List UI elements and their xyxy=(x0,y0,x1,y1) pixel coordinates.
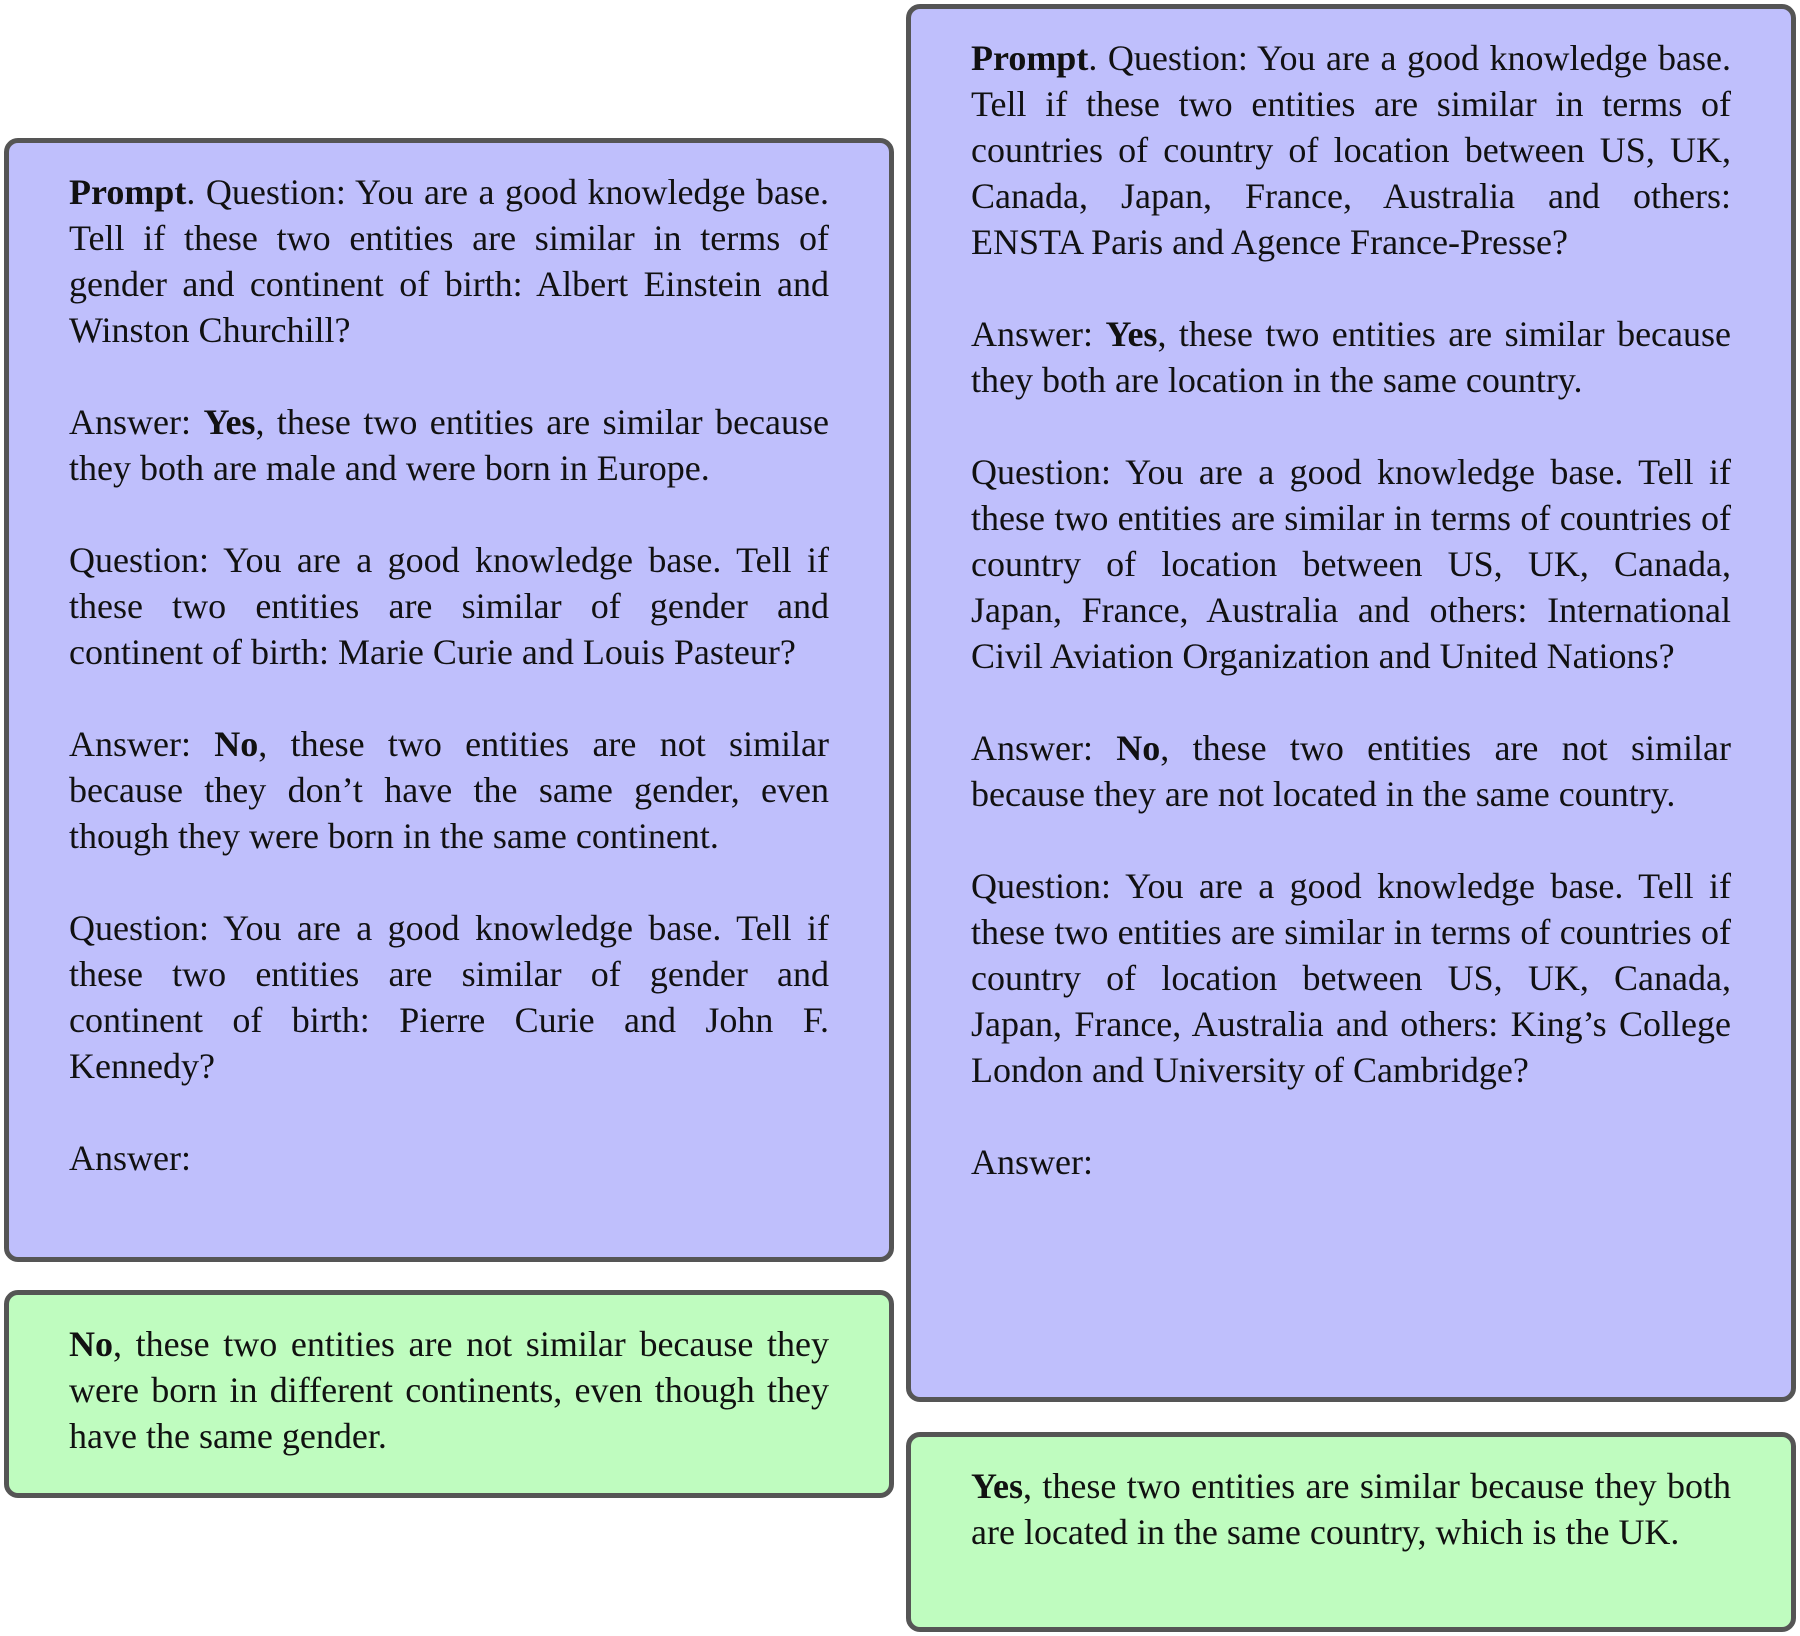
right-prompt-query: Question: You are a good knowledge base. Tell if these two entities are similar in terms of countries of country of location between US, UK, Canada, Japan, France, Australia and others: King’s College London and University of Cambridge? xyxy=(971,866,1731,1090)
left-prompt-answer-1: Answer: Yes, these two entities are similar because they both are male and were born in Europe. xyxy=(69,402,829,488)
left-answer-box xyxy=(4,1290,894,1498)
prompt-label: Prompt xyxy=(69,172,187,212)
right-prompt-answer-stub: Answer: xyxy=(971,1142,1093,1182)
right-prompt-answer-1: Answer: Yes, these two entities are similar because they both are location in the same country. xyxy=(971,314,1731,400)
left-prompt-example-2: Question: You are a good knowledge base. Tell if these two entities are similar of gender and continent of birth: Marie Curie and Louis Pasteur? xyxy=(69,540,829,672)
left-prompt-box xyxy=(4,138,894,1262)
right-prompt-example-1: Prompt. Question: You are a good knowledge base. Tell if these two entities are similar in terms of countries of country of location between US, UK, Canada, Japan, France, Australia and others: ENSTA Paris and Agence France-Presse? xyxy=(971,38,1731,262)
right-prompt-box xyxy=(906,4,1796,1402)
right-model-answer: Yes, these two entities are similar because they both are located in the same country, which is the UK. xyxy=(971,1466,1731,1552)
right-prompt-answer-2: Answer: No, these two entities are not similar because they are not located in the same country. xyxy=(971,728,1731,814)
left-prompt-example-1: Prompt. Question: You are a good knowledge base. Tell if these two entities are similar in terms of gender and continent of birth: Albert Einstein and Winston Churchill? xyxy=(69,172,829,350)
left-prompt-answer-stub: Answer: xyxy=(69,1138,191,1178)
right-prompt-example-2: Question: You are a good knowledge base. Tell if these two entities are similar in terms of countries of country of location between US, UK, Canada, Japan, France, Australia and others: International Civil Aviation Organization and United Nations? xyxy=(971,452,1731,676)
left-model-answer: No, these two entities are not similar because they were born in different continents, even though they have the same gender. xyxy=(69,1324,829,1456)
right-answer-box xyxy=(906,1432,1796,1632)
left-prompt-answer-2: Answer: No, these two entities are not similar because they don’t have the same gender, even though they were born in the same continent. xyxy=(69,724,829,856)
left-prompt-query: Question: You are a good knowledge base. Tell if these two entities are similar of gender and continent of birth: Pierre Curie and John F. Kennedy? xyxy=(69,908,829,1086)
prompt-label: Prompt xyxy=(971,38,1089,78)
